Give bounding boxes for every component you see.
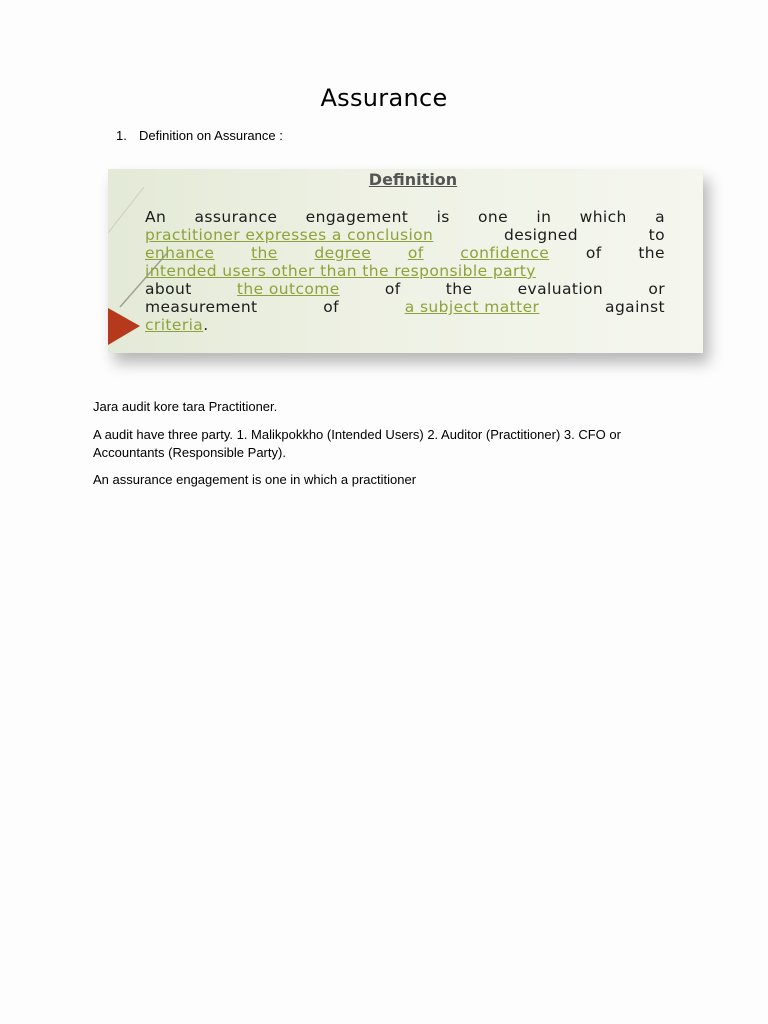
list-item (116, 128, 283, 143)
highlighted-term: of (407, 244, 424, 262)
definition-word: of (384, 280, 401, 298)
definition-word: An (145, 208, 167, 226)
definition-line (145, 226, 665, 244)
definition-word: assurance (194, 208, 278, 226)
highlighted-term: the (251, 244, 278, 262)
definition-word: which (579, 208, 627, 226)
definition-word: one (478, 208, 509, 226)
highlighted-term: a subject matter (404, 298, 540, 316)
definition-line (145, 208, 665, 226)
definition-word: the (638, 244, 665, 262)
definition-text (145, 208, 665, 334)
definition-word: of (323, 298, 340, 316)
definition-line (145, 316, 665, 334)
definition-word: to (648, 226, 665, 244)
definition-line (145, 280, 665, 298)
definition-word: about (145, 280, 192, 298)
definition-word: measurement (145, 298, 258, 316)
definition-word: designed (503, 226, 578, 244)
highlighted-term: practitioner expresses a conclusion (145, 226, 434, 244)
definition-word: or (648, 280, 665, 298)
definition-word: in (536, 208, 552, 226)
list-item-text: Definition on Assurance : (139, 128, 283, 143)
definition-word: of (585, 244, 602, 262)
highlighted-term: degree (314, 244, 372, 262)
paragraph: An assurance engagement is one in which a practitioner (93, 472, 417, 487)
definition-line (145, 244, 665, 262)
definition-word: engagement (305, 208, 409, 226)
definition-word: a (655, 208, 665, 226)
definition-word: . (203, 316, 209, 334)
highlighted-term: the outcome (236, 280, 340, 298)
figure-heading: Definition (368, 170, 458, 189)
highlighted-term: criteria (145, 316, 204, 334)
highlighted-term: confidence (460, 244, 550, 262)
definition-word: is (436, 208, 450, 226)
paragraph: A audit have three party. 1. Malikpokkho (Intended Users) 2. Auditor (Practitioner) 3. CFO or Accountants (Responsible Party). (93, 427, 621, 460)
highlighted-term: intended users other than the responsible party (145, 262, 536, 280)
definition-word: the (445, 280, 473, 298)
highlighted-term: enhance (145, 244, 215, 262)
definition-word: against (605, 298, 665, 316)
definition-line (145, 262, 665, 280)
definition-image (108, 169, 703, 353)
list-number: 1. (116, 128, 127, 143)
definition-word: evaluation (517, 280, 604, 298)
definition-line (145, 298, 665, 316)
page-title: Assurance (320, 84, 448, 112)
paragraph: Jara audit kore tara Practitioner. (93, 399, 278, 414)
